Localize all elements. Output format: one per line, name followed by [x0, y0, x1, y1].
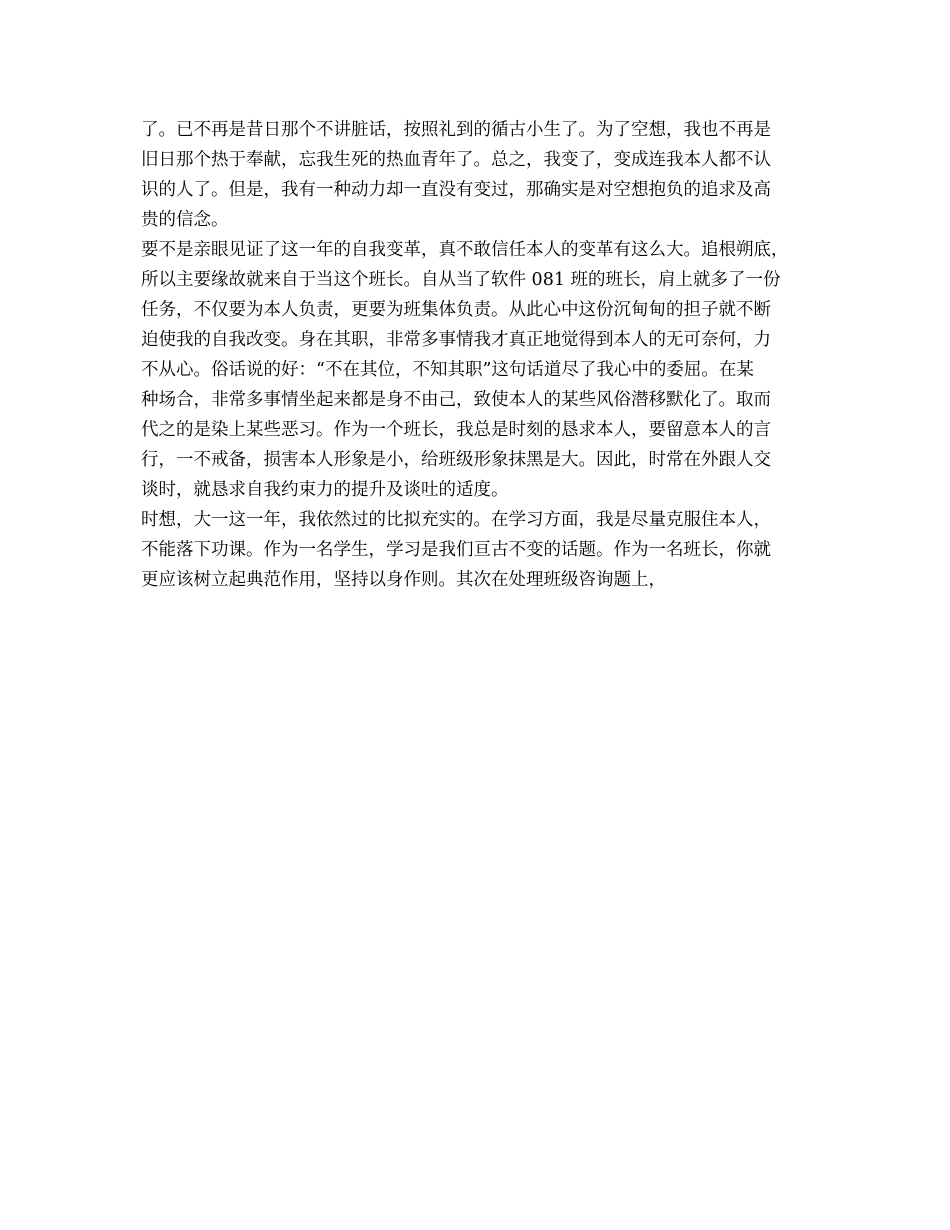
text-line: 要不是亲眼见证了这一年的自我变革，真不敢信任本人的变革有这么大。追根朔底，: [141, 240, 789, 260]
text-line: 贵的信念。: [141, 210, 229, 230]
document-body: [141, 115, 821, 595]
text-line: 任务，不仅要为本人负责，更要为班集体负责。从此心中这份沉甸甸的担子就不断: [141, 300, 771, 320]
text-line: 代之的是染上某些恶习。作为一个班长，我总是时刻的恳求本人，要留意本人的言: [141, 420, 771, 440]
text-line: 更应该树立起典范作用，坚持以身作则。其次在处理班级咨询题上，: [141, 570, 666, 590]
text-line: 所以主要缘故就来自于当这个班长。自从当了软件 081 班的班长，肩上就多了一份: [141, 270, 781, 290]
text-line: 旧日那个热于奉献，忘我生死的热血青年了。总之，我变了，变成连我本人都不认: [141, 150, 771, 170]
text-line: 了。已不再是昔日那个不讲脏话，按照礼到的循古小生了。为了空想，我也不再是: [141, 120, 771, 140]
text-line: 时想，大一这一年，我依然过的比拟充实的。在学习方面，我是尽量克服住本人，: [141, 510, 771, 530]
text-line: 不从心。俗话说的好：“不在其位，不知其职”这句话道尽了我心中的委屈。在某: [141, 360, 754, 380]
text-line: 行，一不戒备，损害本人形象是小，给班级形象抹黑是大。因此，时常在外跟人交: [141, 450, 771, 470]
text-line: 谈时，就恳求自我约束力的提升及谈吐的适度。: [141, 480, 509, 500]
text-line: 种场合，非常多事情坐起来都是身不由己，致使本人的某些风俗潜移默化了。取而: [141, 390, 771, 410]
text-line: 不能落下功课。作为一名学生，学习是我们亘古不变的话题。作为一名班长，你就: [141, 540, 771, 560]
text-line: 识的人了。但是，我有一种动力却一直没有变过，那确实是对空想抱负的追求及高: [141, 180, 771, 200]
text-line: 迫使我的自我改变。身在其职，非常多事情我才真正地觉得到本人的无可奈何，力: [141, 330, 771, 350]
